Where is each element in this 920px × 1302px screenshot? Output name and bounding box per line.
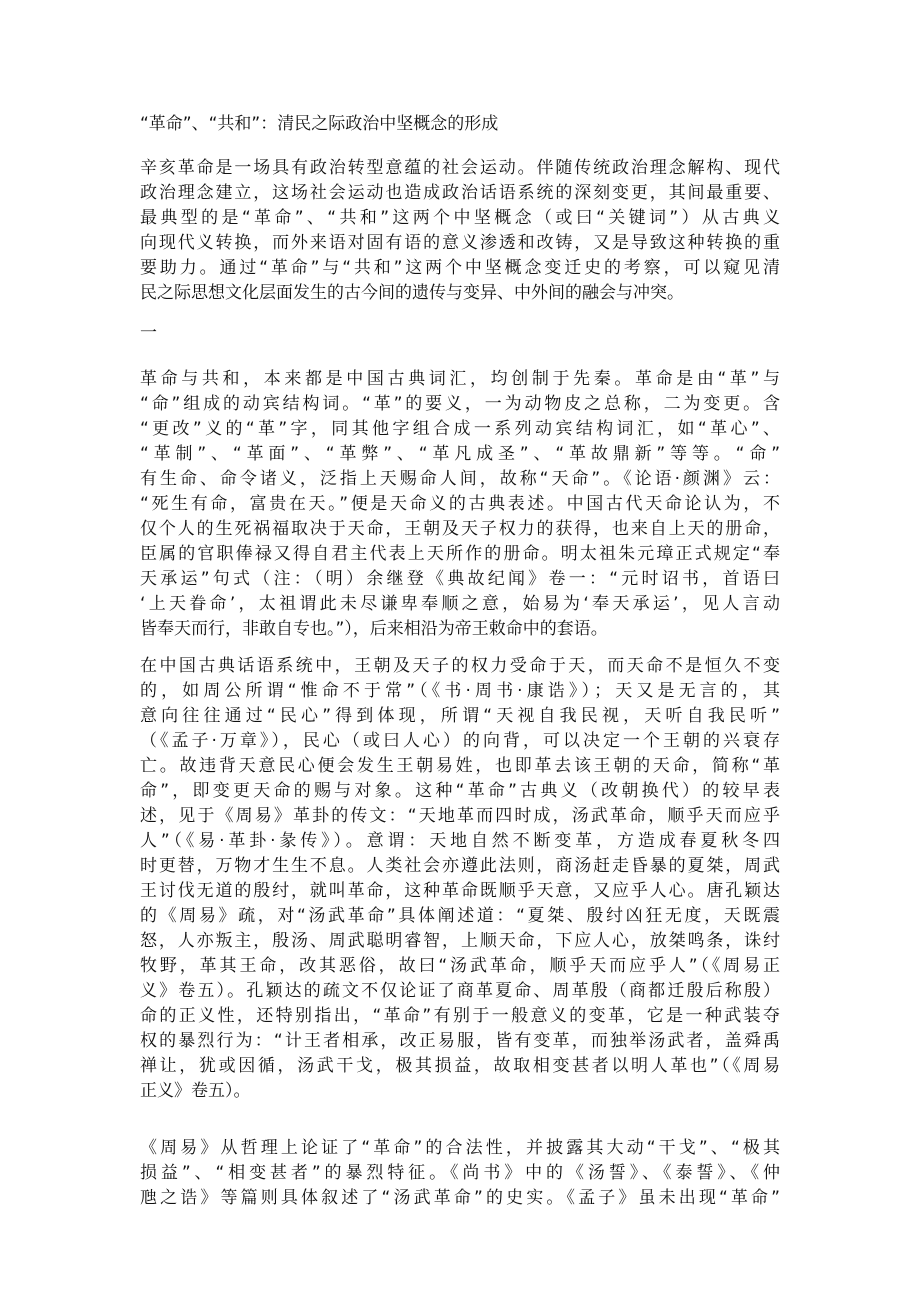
text-line: 有生命、命令诸义，泛指上天赐命人间，故称“天命”。《论语·颜渊》云： (140, 469, 780, 489)
text-line: 损益”、“相变甚者”的暴烈特征。《尚书》中的《汤誓》、《泰誓》、《仲 (140, 1163, 780, 1183)
text-line: “革制”、“革面”、“革弊”、“革凡成圣”、“革故鼎新”等等。“命” (140, 444, 780, 464)
text-line: 人”（《易·革卦·彖传》）。意谓：天地自然不断变革，方造成春夏秋冬四 (140, 831, 780, 851)
text-line: 向现代义转换，而外来语对固有语的意义渗透和改铸，又是导致这种转换的重 (140, 233, 780, 253)
text-line: 的《周易》疏，对“汤武革命”具体阐述道：“夏桀、殷纣凶狂无度，天既震 (140, 906, 780, 926)
text-line: “死生有命，富贵在天。”便是天命义的古典表述。中国古代天命论认为，不 (140, 494, 780, 514)
text-line: 的，如周公所谓“惟命不于常”（《书·周书·康诰》）；天又是无言的，其 (140, 681, 780, 701)
text-line: 王讨伐无道的殷纣，就叫革命，这种革命既顺乎天意，又应乎人心。唐孔颖达 (140, 881, 780, 901)
text-line: 政治理念建立，这场社会运动也造成政治话语系统的深刻变更，其间最重要、 (140, 183, 780, 203)
text-line: ‘上天眷命’，太祖谓此未尽谦卑奉顺之意，始易为‘奉天承运’，见人言动 (140, 594, 780, 614)
paragraph-intro (140, 156, 780, 306)
text-line: 怒，人亦叛主，殷汤、周武聪明睿智，上顺天命，下应人心，放桀鸣条，诛纣 (140, 931, 780, 951)
text-line: 权的暴烈行为：“计王者相承，改正易服，皆有变革，而独举汤武者，盖舜禹 (140, 1031, 780, 1051)
text-line: 天承运”句式（注：（明）余继登《典故纪闻》卷一：“元时诏书，首语曰 (140, 569, 780, 589)
text-line: 辛亥革命是一场具有政治转型意蕴的社会运动。伴随传统政治理念解构、现代 (140, 158, 780, 178)
text-line: 禅让，犹或因循，汤武干戈，极其损益，故取相变甚者以明人革也”（《周易 (140, 1056, 780, 1076)
text-line: 时更替，万物才生生不息。人类社会亦遵此法则，商汤赶走昏暴的夏桀，周武 (140, 856, 780, 876)
text-line: 皆奉天而行，非敢自专也。”），后来相沿为帝王敕命中的套语。 (140, 619, 608, 639)
text-line: 最典型的是“革命”、“共和”这两个中坚概念（或曰“关键词”）从古典义 (140, 208, 780, 228)
text-line: 在中国古典话语系统中，王朝及天子的权力受命于天，而天命不是恒久不变 (140, 656, 780, 676)
text-line: 命的正义性，还特别指出，“革命”有别于一般意义的变革，它是一种武装夺 (140, 1006, 780, 1026)
text-line: 牧野，革其王命，改其恶俗，故曰“汤武革命，顺乎天而应乎人”（《周易正 (140, 956, 780, 976)
text-line: 《周易》从哲理上论证了“革命”的合法性，并披露其大动“干戈”、“极其 (140, 1138, 780, 1158)
text-line: 意向往往通过“民心”得到体现，所谓“天视自我民视，天听自我民听” (140, 706, 780, 726)
text-line: “更改”义的“革”字，同其他字组合成一系列动宾结构词汇，如“革心”、 (140, 419, 780, 439)
text-line: 义》卷五）。孔颖达的疏文不仅论证了商革夏命、周革殷（商都迁殷后称殷） (140, 981, 780, 1001)
paragraph-zhouyi (140, 1136, 780, 1211)
text-line: 革命与共和，本来都是中国古典词汇，均创制于先秦。革命是由“革”与 (140, 369, 780, 389)
text-line: “命”组成的动宾结构词。“革”的要义，一为动物皮之总称，二为变更。含 (140, 394, 780, 414)
section-number: 一 (140, 323, 157, 343)
text-line: 述，见于《周易》革卦的传文：“天地革而四时成，汤武革命，顺乎天而应乎 (140, 806, 780, 826)
text-line: 仅个人的生死祸福取决于天命，王朝及天子权力的获得，也来自上天的册命， (140, 519, 780, 539)
text-line: 要助力。通过“革命”与“共和”这两个中坚概念变迁史的考察，可以窥见清 (140, 258, 780, 278)
document-title: “革命”、“共和”：清民之际政治中坚概念的形成 (140, 114, 499, 134)
paragraph-origin (140, 367, 780, 642)
text-line: 臣属的官职俸禄又得自君主代表上天所作的册命。明太祖朱元璋正式规定“奉 (140, 544, 780, 564)
text-line: 亡。故违背天意民心便会发生王朝易姓，也即革去该王朝的天命，简称“革 (140, 756, 780, 776)
text-line: 虺之诰》等篇则具体叙述了“汤武革命”的史实。《孟子》虽未出现“革命” (140, 1188, 780, 1208)
text-line: 正义》卷五）。 (140, 1081, 251, 1101)
text-line: （《孟子·万章》），民心（或曰人心）的向背，可以决定一个王朝的兴衰存 (140, 731, 780, 751)
paragraph-classical (140, 654, 780, 1104)
text-line: 命”，即变更天命的赐与对象。这种“革命”古典义（改朝换代）的较早表 (140, 781, 780, 801)
text-line: 民之际思想文化层面发生的古今间的遗传与变异、中外间的融会与冲突。 (140, 283, 684, 303)
